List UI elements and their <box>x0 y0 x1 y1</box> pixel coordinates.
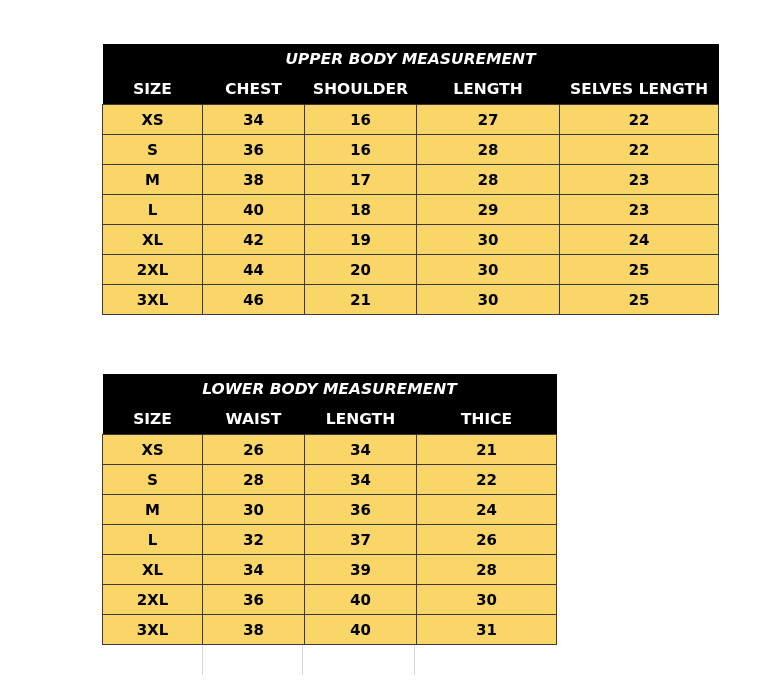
table-row <box>103 105 719 135</box>
thice-cell: 24 <box>417 495 557 525</box>
chest-cell: 46 <box>203 285 305 315</box>
column-header-chest: CHEST <box>203 74 305 105</box>
size-cell: XL <box>103 225 203 255</box>
length-cell: 39 <box>305 555 417 585</box>
length-cell: 28 <box>417 135 560 165</box>
chest-cell: 38 <box>203 165 305 195</box>
chest-cell: 42 <box>203 225 305 255</box>
upper-title-row <box>103 44 719 74</box>
column-header-size: SIZE <box>103 404 203 435</box>
length-cell: 28 <box>417 165 560 195</box>
length-cell: 40 <box>305 585 417 615</box>
size-cell: XS <box>103 105 203 135</box>
size-cell: 2XL <box>103 255 203 285</box>
length-cell: 30 <box>417 225 560 255</box>
length-cell: 29 <box>417 195 560 225</box>
size-cell: L <box>103 525 203 555</box>
thice-cell: 21 <box>417 435 557 465</box>
table-row <box>103 495 557 525</box>
column-header-length: LENGTH <box>305 404 417 435</box>
size-cell: M <box>103 165 203 195</box>
shoulder-cell: 18 <box>305 195 417 225</box>
selves-length-cell: 22 <box>560 105 719 135</box>
waist-cell: 30 <box>203 495 305 525</box>
selves-length-cell: 23 <box>560 195 719 225</box>
lower-title-row <box>103 374 557 404</box>
sheet-gridline <box>202 645 203 675</box>
lower-table-title: LOWER BODY MEASUREMENT <box>103 374 557 404</box>
thice-cell: 22 <box>417 465 557 495</box>
length-cell: 34 <box>305 465 417 495</box>
lower-body-measurement-table <box>102 374 557 645</box>
table-row <box>103 255 719 285</box>
column-header-shoulder: SHOULDER <box>305 74 417 105</box>
shoulder-cell: 16 <box>305 105 417 135</box>
column-header-selves-length: SELVES LENGTH <box>560 74 719 105</box>
thice-cell: 30 <box>417 585 557 615</box>
waist-cell: 32 <box>203 525 305 555</box>
shoulder-cell: 20 <box>305 255 417 285</box>
size-cell: XS <box>103 435 203 465</box>
selves-length-cell: 24 <box>560 225 719 255</box>
thice-cell: 28 <box>417 555 557 585</box>
waist-cell: 38 <box>203 615 305 645</box>
table-row <box>103 525 557 555</box>
length-cell: 30 <box>417 255 560 285</box>
size-cell: 2XL <box>103 585 203 615</box>
length-cell: 27 <box>417 105 560 135</box>
length-cell: 36 <box>305 495 417 525</box>
size-cell: XL <box>103 555 203 585</box>
sheet-gridline <box>302 645 303 675</box>
shoulder-cell: 17 <box>305 165 417 195</box>
table-row <box>103 435 557 465</box>
length-cell: 34 <box>305 435 417 465</box>
table-row <box>103 615 557 645</box>
upper-body-measurement-table <box>102 44 719 315</box>
chest-cell: 44 <box>203 255 305 285</box>
selves-length-cell: 25 <box>560 285 719 315</box>
size-cell: L <box>103 195 203 225</box>
sheet-gridline <box>414 645 415 675</box>
size-cell: S <box>103 135 203 165</box>
chest-cell: 40 <box>203 195 305 225</box>
waist-cell: 28 <box>203 465 305 495</box>
lower-header-row <box>103 404 557 435</box>
length-cell: 37 <box>305 525 417 555</box>
table-row <box>103 555 557 585</box>
chest-cell: 36 <box>203 135 305 165</box>
size-cell: S <box>103 465 203 495</box>
column-header-length: LENGTH <box>417 74 560 105</box>
selves-length-cell: 22 <box>560 135 719 165</box>
table-row <box>103 135 719 165</box>
selves-length-cell: 25 <box>560 255 719 285</box>
upper-table-title: UPPER BODY MEASUREMENT <box>103 44 719 74</box>
column-header-size: SIZE <box>103 74 203 105</box>
thice-cell: 31 <box>417 615 557 645</box>
waist-cell: 26 <box>203 435 305 465</box>
chest-cell: 34 <box>203 105 305 135</box>
thice-cell: 26 <box>417 525 557 555</box>
size-cell: M <box>103 495 203 525</box>
length-cell: 40 <box>305 615 417 645</box>
waist-cell: 36 <box>203 585 305 615</box>
shoulder-cell: 16 <box>305 135 417 165</box>
selves-length-cell: 23 <box>560 165 719 195</box>
column-header-thice: THICE <box>417 404 557 435</box>
table-row <box>103 585 557 615</box>
table-row <box>103 195 719 225</box>
table-row <box>103 165 719 195</box>
size-cell: 3XL <box>103 615 203 645</box>
table-row <box>103 465 557 495</box>
table-row <box>103 285 719 315</box>
shoulder-cell: 19 <box>305 225 417 255</box>
shoulder-cell: 21 <box>305 285 417 315</box>
column-header-waist: WAIST <box>203 404 305 435</box>
table-row <box>103 225 719 255</box>
upper-header-row <box>103 74 719 105</box>
size-cell: 3XL <box>103 285 203 315</box>
length-cell: 30 <box>417 285 560 315</box>
waist-cell: 34 <box>203 555 305 585</box>
